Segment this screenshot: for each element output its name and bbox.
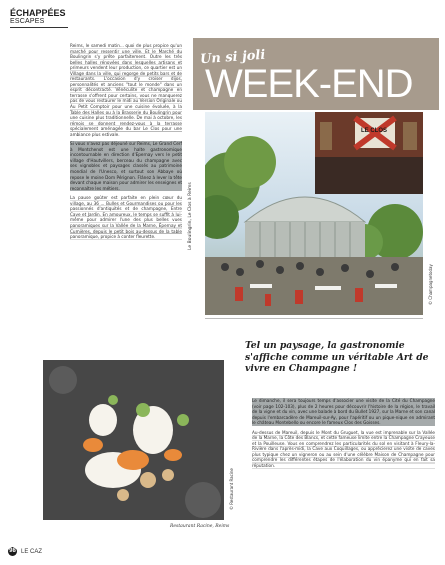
paragraph-hautvillers: Si vous n'avez pas déjeuné sur Reims, Le Grand Cerf à Montchenot est une halte gastronomique incontournable en direction d'Epernay vers le petit village d'Hautvillers, berceau du champagne avec ses vignobles et paysages classés au patrimoine mondial de l'Unesco, et surtout son Abbaye où repose le moine Dom Pérignon. Flânez à lever la tête devant chaque maison pour admirer les enseignes et reconnaître les métiers.: [70, 141, 182, 191]
bar-scene: [315, 112, 423, 194]
bar-photo: [315, 112, 423, 194]
page-number: 98: [9, 548, 16, 554]
photo-rule: [205, 318, 423, 319]
paragraph-market: Reims, le samedi matin... quoi de plus propice qu'un marché pour ressentir une ville. Et le Marché du Boulingrin s'y prête parfaitement. Outre les très belles halles rénovées dans lesquelles artisans et primeurs vendent leur production, ce quartier est un Village dans la ville, qui regorge de petits bars et de restaurants. L'occasion d'y croiser dijos, personnalités et anciens "tout le monde" dans un esprit décontracté. Vénéculite et champagne en terrasse s'offrent pour certains, vous ne manquerez pas de vous restaurer le midi au Version Originale ou Au Petit Comptoir pour une cuisine évoluée, à la Table des Halles ou à la Brasserie du Boulingrin pour une cuisine plus traditionnelle. De mai à octobre, les rémois se donnent rendez-vous à la terrasse spécialement aménagée du bar Le Clos pour une ambiance plus estivale.: [70, 43, 182, 137]
section-title: ÉCHAPPÉES: [10, 8, 66, 18]
paragraph-mareuil: Au-dessus de Mareuil, depuis le Mont du Gruguet, la vue est imprenable sur la Vallée de la Marne, la Côte des Blancs, et cette fameuse limite entre la Champagne Crayeuse et la Pouilleuse. Vous en comprendrez les particularités du sol en visitant à Fleury-la-Rivière dans l'après-midi, la Cave aux Coquillages, ou apprécierez une visite de caves plus typique chez un vigneron ou au sein d'une célèbre Maison de Champagne pour comprendre les différentes étapes de l'élaboration du vin épanyme qui en fait sa réputation.: [252, 429, 435, 469]
title-weekend: WEEK-END: [205, 62, 413, 106]
section-rule: [10, 27, 68, 28]
title-script: Un si joli: [199, 47, 266, 68]
photo-credit-market: © Champagnetoday: [428, 264, 433, 305]
pull-quote: Tel un paysage, la gastronomie s'affiche comme un véritable Art de vivre en Champagne !: [245, 340, 429, 374]
dish-credit: © Restaurant Racine: [229, 468, 234, 510]
right-column: [252, 398, 435, 518]
paragraph-gouter: La pause goûter est parfaite en plein cœur du village, au 36 ... Bulles et Gourmandises ou pour les passionnés d'antiquités et de champagne, Entre Cave et Jardin. En amoureux, le temps se suffit à lui-même pour admirer l'une des plus belles vues panoramiques sur la Vallée de la Marne, Épernay et Cumières, depuis le petit bois au-dessus de la table panoramique, propice à conter fleurette.: [70, 195, 182, 240]
dish-scene: [43, 360, 224, 520]
photo-caption-market: Le Boulingrin, Le Clos à Reims: [188, 182, 193, 250]
magazine-name: LE CAZ: [21, 549, 43, 555]
left-column: [70, 43, 182, 333]
dish-photo: [43, 360, 224, 520]
bar-sign: LE CLOS: [361, 128, 388, 134]
dish-caption: Restaurant Racine, Reims: [170, 524, 230, 529]
paragraph-dimanche: Le dimanche, il sera toujours temps d'associer une visite de la Cité du Champagne (voir page 102-103), plus de 2 heures pour découvrir l'histoire de la région, le travail de la vigne et du vin, avec une balade à bord du Bullet 1927, sur la Marne et son canal depuis l'embarcadère de Mareuil-sur-Ay, pour l'apéritif ou un pique-nique en admirant le château Montebello ou encore le fameux Clos des Goisses.: [252, 398, 435, 426]
section-subtitle: ESCAPES: [10, 18, 45, 25]
